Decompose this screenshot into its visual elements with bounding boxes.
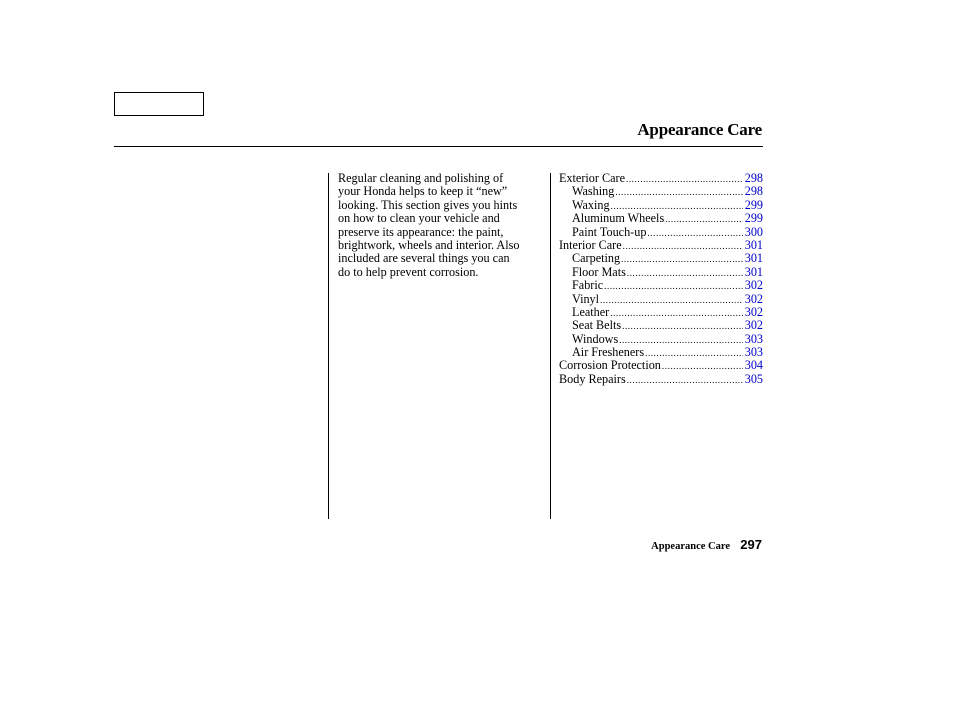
toc-label: Washing <box>572 184 615 199</box>
toc-page-link[interactable]: 301 <box>744 264 763 279</box>
toc-item-fabric[interactable] <box>559 279 763 292</box>
toc-leader <box>647 227 742 240</box>
toc-item-washing[interactable] <box>559 185 763 198</box>
intro-line: on how to clean your vehicle and <box>338 211 500 226</box>
footer-page-number: 297 <box>740 537 762 552</box>
toc-item-leather[interactable] <box>559 306 763 319</box>
toc-page-link[interactable]: 302 <box>744 304 763 319</box>
footer-section-label: Appearance Care <box>651 541 730 552</box>
toc-item-interior-care[interactable] <box>559 239 763 252</box>
toc-item-paint-touch-up[interactable] <box>559 226 763 239</box>
toc-leader <box>662 360 743 373</box>
toc-leader <box>627 374 743 387</box>
toc-leader <box>622 320 743 333</box>
toc-page-link[interactable]: 300 <box>744 224 763 239</box>
toc-item-carpeting[interactable] <box>559 252 763 265</box>
toc-leader <box>610 307 743 320</box>
toc-label: Windows <box>572 331 619 346</box>
toc-page-link[interactable]: 303 <box>744 331 763 346</box>
toc-leader <box>600 294 743 307</box>
title-divider <box>114 146 763 147</box>
table-of-contents <box>559 172 763 386</box>
toc-page-link[interactable]: 298 <box>744 184 763 199</box>
toc-item-aluminum-wheels[interactable] <box>559 212 763 225</box>
intro-line: preserve its appearance: the paint, <box>338 224 504 239</box>
toc-label: Interior Care <box>559 237 622 252</box>
toc-label: Carpeting <box>572 251 621 266</box>
toc-item-floor-mats[interactable] <box>559 266 763 279</box>
toc-page-link[interactable]: 298 <box>744 171 763 185</box>
toc-leader <box>627 267 743 280</box>
toc-item-vinyl[interactable] <box>559 293 763 306</box>
toc-item-exterior-care[interactable] <box>559 172 763 185</box>
toc-label: Body Repairs <box>559 371 626 386</box>
toc-leader <box>615 186 742 199</box>
toc-page-link[interactable]: 301 <box>744 251 763 266</box>
toc-label: Seat Belts <box>572 318 622 333</box>
toc-item-waxing[interactable] <box>559 199 763 212</box>
toc-label: Air Fresheners <box>572 345 645 360</box>
toc-item-seat-belts[interactable] <box>559 319 763 332</box>
toc-item-windows[interactable] <box>559 333 763 346</box>
toc-item-air-fresheners[interactable] <box>559 346 763 359</box>
intro-line: your Honda helps to keep it “new” <box>338 184 508 199</box>
column-divider-left <box>328 173 329 519</box>
toc-page-link[interactable]: 299 <box>744 197 763 212</box>
toc-item-corrosion-protection[interactable] <box>559 359 763 372</box>
toc-label: Aluminum Wheels <box>572 211 665 226</box>
toc-leader <box>604 280 743 293</box>
toc-page-link[interactable]: 299 <box>744 211 763 226</box>
toc-page-link[interactable]: 304 <box>744 358 763 373</box>
toc-page-link[interactable]: 302 <box>744 278 763 293</box>
intro-line: do to help prevent corrosion. <box>338 264 479 279</box>
toc-leader <box>623 240 743 253</box>
toc-page-link[interactable]: 302 <box>744 318 763 333</box>
toc-leader <box>626 173 743 186</box>
toc-label: Corrosion Protection <box>559 358 661 373</box>
toc-page-link[interactable]: 303 <box>744 345 763 360</box>
intro-line: looking. This section gives you hints <box>338 197 518 212</box>
toc-label: Floor Mats <box>572 264 626 279</box>
intro-line: included are several things you can <box>338 251 510 266</box>
toc-label: Exterior Care <box>559 171 625 185</box>
intro-line: brightwork, wheels and interior. Also <box>338 238 520 253</box>
main-menu-button[interactable] <box>114 92 204 116</box>
column-divider-right <box>550 173 551 519</box>
toc-page-link[interactable]: 302 <box>744 291 763 306</box>
toc-page-link[interactable]: 305 <box>744 371 763 386</box>
toc-label: Waxing <box>572 197 610 212</box>
toc-item-body-repairs[interactable] <box>559 373 763 386</box>
toc-label: Vinyl <box>572 291 600 306</box>
toc-leader <box>621 253 743 266</box>
toc-page-link[interactable]: 301 <box>744 237 763 252</box>
intro-paragraph <box>338 172 548 279</box>
toc-label: Paint Touch-up <box>572 224 647 239</box>
page-title: Appearance Care <box>637 120 762 139</box>
toc-leader <box>665 213 743 226</box>
toc-label: Fabric <box>572 278 604 293</box>
toc-label: Leather <box>572 304 610 319</box>
intro-line: Regular cleaning and polishing of <box>338 171 504 185</box>
